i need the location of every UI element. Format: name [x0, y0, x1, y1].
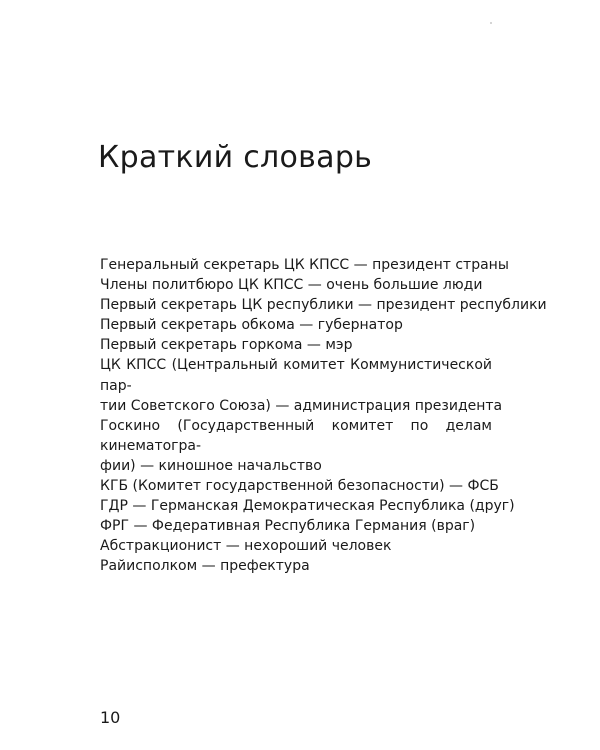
glossary-entry — [100, 335, 492, 355]
glossary-line: фии) — киношное начальство — [100, 457, 322, 474]
glossary-entry — [100, 536, 492, 556]
glossary-line: КГБ (Комитет государственной безопасности) — ФСБ — [100, 478, 499, 495]
glossary-entry — [100, 275, 492, 295]
paper-speck — [490, 22, 492, 24]
glossary-entry — [100, 355, 503, 415]
glossary-entry — [100, 476, 499, 496]
glossary-line: ГДР — Германская Демократическая Республика (друг) — [100, 498, 515, 515]
glossary-line: тии Советского Союза) — администрация президента — [100, 397, 503, 414]
glossary-entry — [100, 516, 492, 536]
glossary-entry — [100, 496, 515, 516]
glossary-line: Члены политбюро ЦК КПСС — очень большие люди — [100, 277, 483, 294]
glossary-line: Абстракционист — нехороший человек — [100, 538, 392, 555]
glossary-entry — [100, 315, 492, 335]
glossary-line: Райисполком — префектура — [100, 558, 310, 575]
glossary-entry — [100, 255, 509, 275]
glossary-line: Первый секретарь ЦК республики — президент республики — [100, 297, 547, 314]
page-number: 10 — [100, 708, 121, 727]
glossary-list — [100, 255, 547, 577]
glossary-entry — [100, 416, 492, 476]
glossary-line: Генеральный секретарь ЦК КПСС — президент страны — [100, 257, 509, 273]
glossary-line: Госкино (Государственный комитет по делам кинематогра- — [100, 417, 492, 454]
chapter-title: Краткий словарь — [98, 140, 373, 175]
glossary-line: Первый секретарь обкома — губернатор — [100, 317, 403, 334]
glossary-line: ФРГ — Федеративная Республика Германия (враг) — [100, 518, 476, 535]
glossary-entry — [100, 556, 492, 576]
glossary-line: ЦК КПСС (Центральный комитет Коммунистической пар- — [100, 357, 492, 394]
glossary-line: Первый секретарь горкома — мэр — [100, 337, 353, 354]
glossary-entry — [100, 295, 547, 315]
